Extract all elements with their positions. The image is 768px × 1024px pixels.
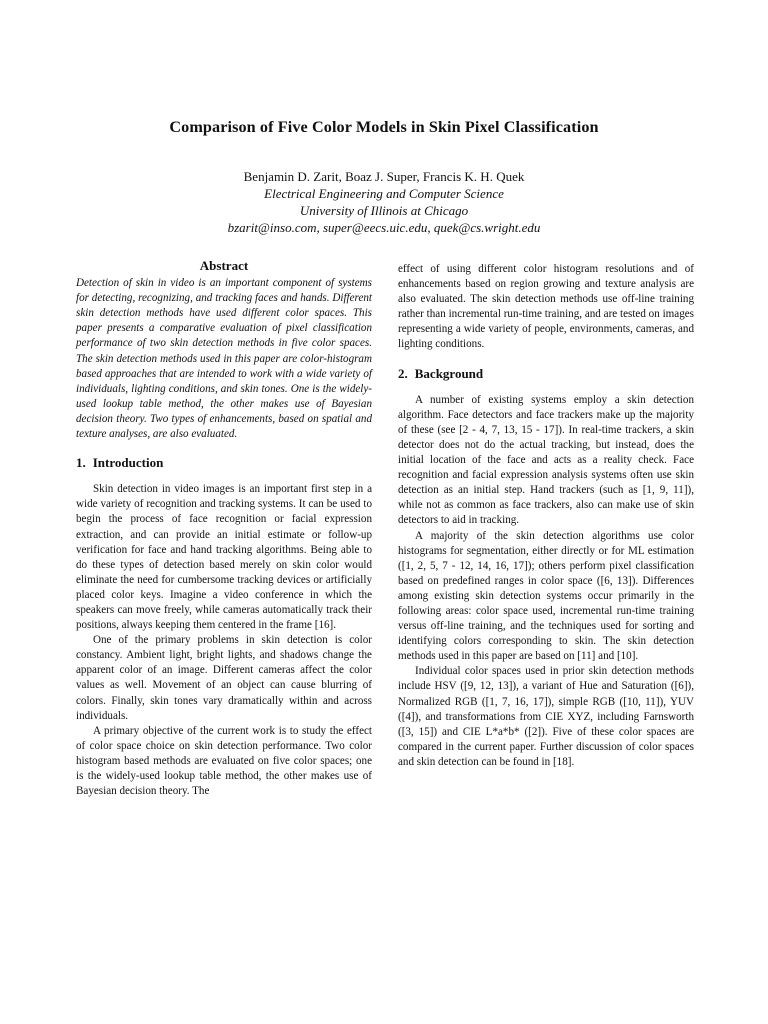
author-block	[60, 168, 708, 236]
author-emails: bzarit@inso.com, super@eecs.uic.edu, quek@cs.wright.edu	[227, 220, 541, 235]
section-number: 1.	[76, 455, 86, 471]
affiliation-university: University of Illinois at Chicago	[299, 203, 469, 218]
paper-title: Comparison of Five Color Models in Skin Pixel Classification	[169, 118, 599, 136]
abstract-text: Detection of skin in video is an important component of systems for detecting, recognizing, and tracking faces and hands. Different skin detection methods have used different color spaces. This paper presents a comparative evaluation of pixel classification performance of two skin detection methods in five color spaces. The skin detection methods used in this paper are color-histogram based approaches that are intended to work with a wide variety of individuals, lighting conditions, and skin tones. One is the widely-used lookup table method, the other makes use of Bayesian decision theory. Two types of enhancements, based on spatial and texture analyses, are also evaluated.	[76, 277, 372, 441]
left-column	[76, 258, 372, 799]
intro-continuation: effect of using different color histogram resolutions and of enhancements based on region growing and texture analysis are also evaluated. The skin detection methods use off-line training rather than incremental run-time training, and are tested on images representing a wide variety of people, environments, cameras, and lighting conditions.	[398, 263, 694, 351]
section-title: Background	[414, 365, 484, 381]
affiliation-department: Electrical Engineering and Computer Science	[264, 186, 504, 201]
section-heading-introduction	[76, 455, 372, 470]
abstract-section	[76, 258, 372, 442]
background-paragraph-2: A majority of the skin detection algorithms use color histograms for segmentation, either directly or for ML estimation ([1, 2, 5, 7 - 12, 14, 16, 17]); others perform pixel classification based on predefined ranges in color space ([6, 13]). Differences among existing skin detection systems occur primarily in the following areas: color space used, incremental run-time training versus off-line training, and the techniques used for sorting and identifying colors corresponding to skin. The skin detection methods used in this paper are based on [11] and [10].	[398, 529, 694, 663]
abstract-heading: Abstract	[199, 258, 249, 273]
intro-paragraph-2: One of the primary problems in skin detection is color constancy. Ambient light, bright lights, and shadows change the apparent color of an image. Different cameras affect the color values as well. Movement of an object can cause blurring of colors. Finally, skin tones vary dramatically within and across individuals.	[76, 634, 372, 722]
intro-paragraph-3: A primary objective of the current work is to study the effect of color space choice on skin detection performance. Two color histogram based methods are evaluated on five color spaces; one is the widely-used lookup table method, the other makes use of Bayesian decision theory. The	[76, 724, 372, 798]
intro-paragraph-1: Skin detection in video images is an important first step in a wide variety of recognition and tracking systems. It can be used to begin the process of face recognition or facial expression extraction, and can provide an initial estimate or follow-up verification for face and hand tracking algorithms. Being able to do these types of detection based merely on skin color would eliminate the need for cumbersome tracking devices or artificially placed color keys. Imagine a video conference in which the speakers can move freely, while cameras automatically track their positions, always keeping them centered in the frame [16].	[76, 483, 372, 632]
right-column	[398, 262, 694, 770]
background-paragraph-1: A number of existing systems employ a skin detection algorithm. Face detectors and face trackers make up the majority of these (see [2 - 4, 7, 13, 15 - 17]). In real-time trackers, a skin detector does not do the actual tracking, but instead, does the initial location of the face and acts as a reality check. Face recognition and facial expression analysis systems often use skin detection as an initial step. Hand trackers (such as [1, 9, 11]), while not as common as face trackers, also can make use of skin detectors to aid in tracking.	[398, 393, 694, 527]
authors: Benjamin D. Zarit, Boaz J. Super, Francis K. H. Quek	[243, 169, 525, 184]
section-number: 2.	[398, 365, 408, 381]
section-heading-background	[398, 366, 694, 381]
background-paragraph-3: Individual color spaces used in prior skin detection methods include HSV ([9, 12, 13]), a variant of Hue and Saturation ([6]), Normalized RGB ([1, 7, 16, 17]), simple RGB ([10, 11]), YUV ([4]), and transformations from CIE XYZ, including Farnsworth ([3, 15]) and CIE L*a*b* ([2]). Five of these color spaces are compared in the current paper. Further discussion of color spaces and skin detection can be found in [18].	[398, 665, 694, 768]
section-title: Introduction	[92, 455, 164, 471]
